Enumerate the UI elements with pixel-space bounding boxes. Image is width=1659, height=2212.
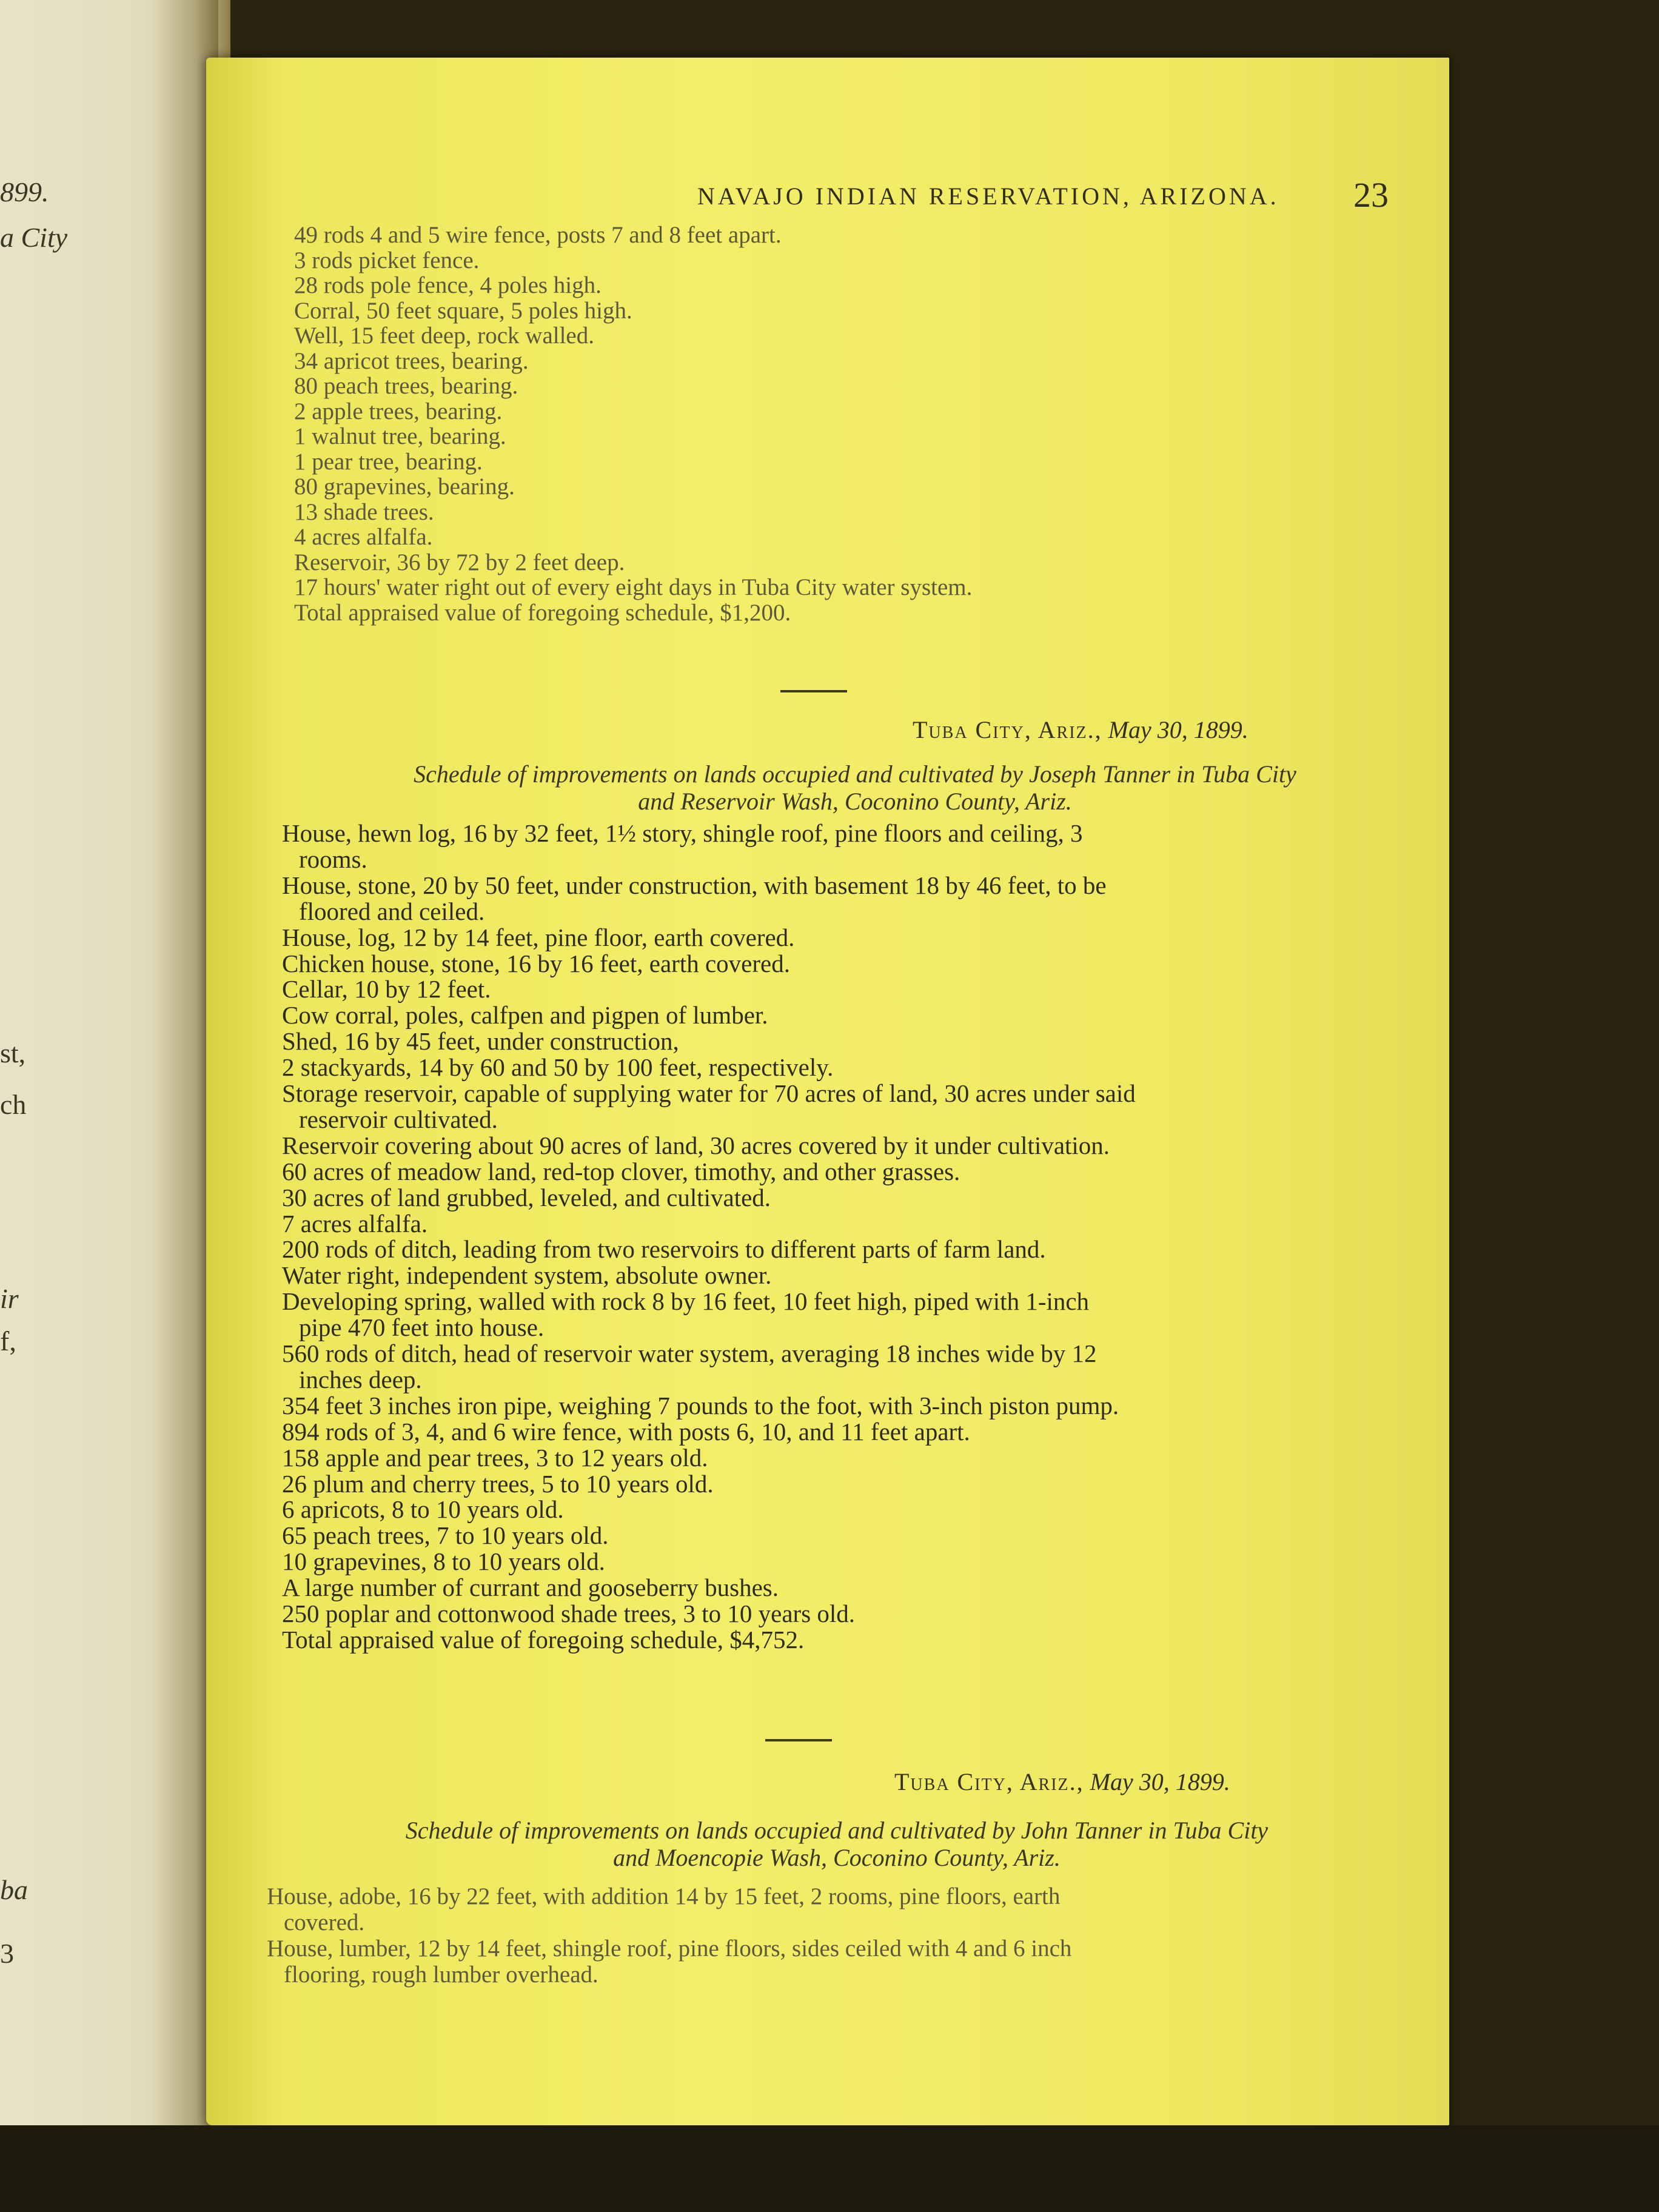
schedule-line: 28 rods pole fence, 4 poles high.	[294, 272, 602, 298]
schedule-line: 17 hours' water right out of every eight days in Tuba City water system.	[294, 574, 973, 600]
schedule-line: 560 rods of ditch, head of reservoir water system, averaging 18 inches wide by 12	[282, 1339, 1097, 1367]
schedule-line: 1 pear tree, bearing.	[294, 448, 483, 475]
divider-rule	[780, 690, 847, 692]
schedule-line: 158 apple and pear trees, 3 to 12 years old.	[282, 1443, 708, 1472]
fragment-text: a City	[0, 222, 68, 253]
schedule-line: 34 apricot trees, bearing.	[294, 347, 529, 374]
dateline	[894, 1768, 1230, 1796]
fragment-text: ch	[0, 1089, 27, 1120]
schedule-line: Chicken house, stone, 16 by 16 feet, earth covered.	[282, 949, 790, 977]
schedule-line: 1 walnut tree, bearing.	[294, 423, 506, 449]
schedule-line: 80 peach trees, bearing.	[294, 373, 518, 399]
schedule-line: Total appraised value of foregoing schedule, $4,752.	[282, 1625, 805, 1654]
fragment-text: ba	[0, 1874, 28, 1905]
schedule-line: 49 rods 4 and 5 wire fence, posts 7 and 8 feet apart.	[294, 222, 782, 248]
schedule-line: Shed, 16 by 45 feet, under construction,	[282, 1027, 679, 1056]
schedule-heading-line1: Schedule of improvements on lands occupied and cultivated by Joseph Tanner in Tuba City	[414, 760, 1296, 788]
schedule-line: pipe 470 feet into house.	[299, 1313, 545, 1342]
schedule-line: 30 acres of land grubbed, leveled, and cultivated.	[282, 1183, 771, 1212]
dateline-date: May 30, 1899.	[1090, 1768, 1230, 1795]
schedule-line: flooring, rough lumber overhead.	[284, 1962, 598, 1988]
fragment-text: 899.	[0, 176, 49, 207]
fragment-text: f,	[0, 1326, 16, 1356]
schedule-line: Total appraised value of foregoing schedule, $1,200.	[294, 599, 791, 626]
fragment-text: st,	[0, 1037, 26, 1068]
schedule-line: 7 acres alfalfa.	[282, 1209, 428, 1238]
schedule-line: rooms.	[299, 845, 367, 873]
schedule-line: inches deep.	[299, 1365, 422, 1393]
schedule-line: 894 rods of 3, 4, and 6 wire fence, with posts 6, 10, and 11 feet apart.	[282, 1417, 970, 1446]
schedule-line: 26 plum and cherry trees, 5 to 10 years old.	[282, 1469, 714, 1498]
schedule-line: Developing spring, walled with rock 8 by 16 feet, 10 feet high, piped with 1-inch	[282, 1287, 1090, 1316]
schedule-line: 10 grapevines, 8 to 10 years old.	[282, 1547, 605, 1576]
schedule-line: House, lumber, 12 by 14 feet, shingle roof, pine floors, sides ceiled with 4 and 6 inch	[267, 1936, 1072, 1962]
dateline	[913, 716, 1248, 744]
schedule-line: 354 feet 3 inches iron pipe, weighing 7 pounds to the foot, with 3-inch piston pump.	[282, 1391, 1119, 1419]
schedule-line: Corral, 50 feet square, 5 poles high.	[294, 297, 632, 324]
schedule-line: 2 stackyards, 14 by 60 and 50 by 100 feet, respectively.	[282, 1053, 834, 1082]
schedule-heading-line2: and Reservoir Wash, Coconino County, Ariz.	[638, 788, 1072, 815]
schedule-line: Storage reservoir, capable of supplying water for 70 acres of land, 30 acres under said	[282, 1079, 1136, 1107]
schedule-line: 80 grapevines, bearing.	[294, 474, 515, 500]
schedule-line: 250 poplar and cottonwood shade trees, 3 to 10 years old.	[282, 1600, 856, 1627]
dateline-place: Tuba City, Ariz.,	[913, 716, 1102, 743]
schedule-line: covered.	[284, 1909, 365, 1936]
schedule-line: House, adobe, 16 by 22 feet, with addition 14 by 15 feet, 2 rooms, pine floors, earth	[267, 1883, 1061, 1909]
table-surface	[0, 2125, 1659, 2212]
schedule-line: Cow corral, poles, calfpen and pigpen of lumber.	[282, 1001, 768, 1030]
schedule-line: Well, 15 feet deep, rock walled.	[294, 323, 594, 349]
schedule-line: 3 rods picket fence.	[294, 247, 480, 273]
fragment-text: 3	[0, 1938, 14, 1969]
schedule-line: 6 apricots, 8 to 10 years old.	[282, 1495, 564, 1524]
main-page	[206, 58, 1449, 2125]
schedule-line: House, stone, 20 by 50 feet, under construction, with basement 18 by 46 feet, to be	[282, 871, 1107, 899]
schedule-line: House, hewn log, 16 by 32 feet, 1½ story, shingle roof, pine floors and ceiling, 3	[282, 819, 1083, 847]
schedule-line: floored and ceiled.	[299, 897, 485, 925]
schedule-line: 4 acres alfalfa.	[294, 524, 433, 550]
schedule-line: House, log, 12 by 14 feet, pine floor, earth covered.	[282, 923, 795, 951]
schedule-line: Reservoir, 36 by 72 by 2 feet deep.	[294, 549, 625, 575]
schedule-line: 2 apple trees, bearing.	[294, 398, 503, 424]
page-title: NAVAJO INDIAN RESERVATION, ARIZONA.	[697, 183, 1279, 210]
schedule-line: 13 shade trees.	[294, 498, 434, 525]
page-number: 23	[1353, 175, 1389, 215]
schedule-line: 200 rods of ditch, leading from two reservoirs to different parts of farm land.	[282, 1235, 1046, 1264]
schedule-line: Reservoir covering about 90 acres of land, 30 acres covered by it under cultivation.	[282, 1131, 1110, 1159]
divider-rule	[765, 1739, 832, 1741]
schedule-line: A large number of currant and gooseberry bushes.	[282, 1574, 779, 1602]
schedule-line: 65 peach trees, 7 to 10 years old.	[282, 1521, 609, 1550]
fragment-text: ir	[0, 1283, 19, 1314]
schedule-heading-line2: and Moencopie Wash, Coconino County, Ariz.	[613, 1844, 1061, 1871]
dateline-place: Tuba City, Ariz.,	[894, 1768, 1084, 1795]
schedule-line: reservoir cultivated.	[299, 1105, 498, 1133]
schedule-line: Water right, independent system, absolute owner.	[282, 1261, 772, 1290]
schedule-line: 60 acres of meadow land, red-top clover, timothy, and other grasses.	[282, 1157, 960, 1185]
schedule-heading-line1: Schedule of improvements on lands occupied and cultivated by John Tanner in Tuba City	[405, 1817, 1269, 1844]
dateline-date: May 30, 1899.	[1108, 716, 1248, 743]
schedule-line: Cellar, 10 by 12 feet.	[282, 975, 491, 1004]
